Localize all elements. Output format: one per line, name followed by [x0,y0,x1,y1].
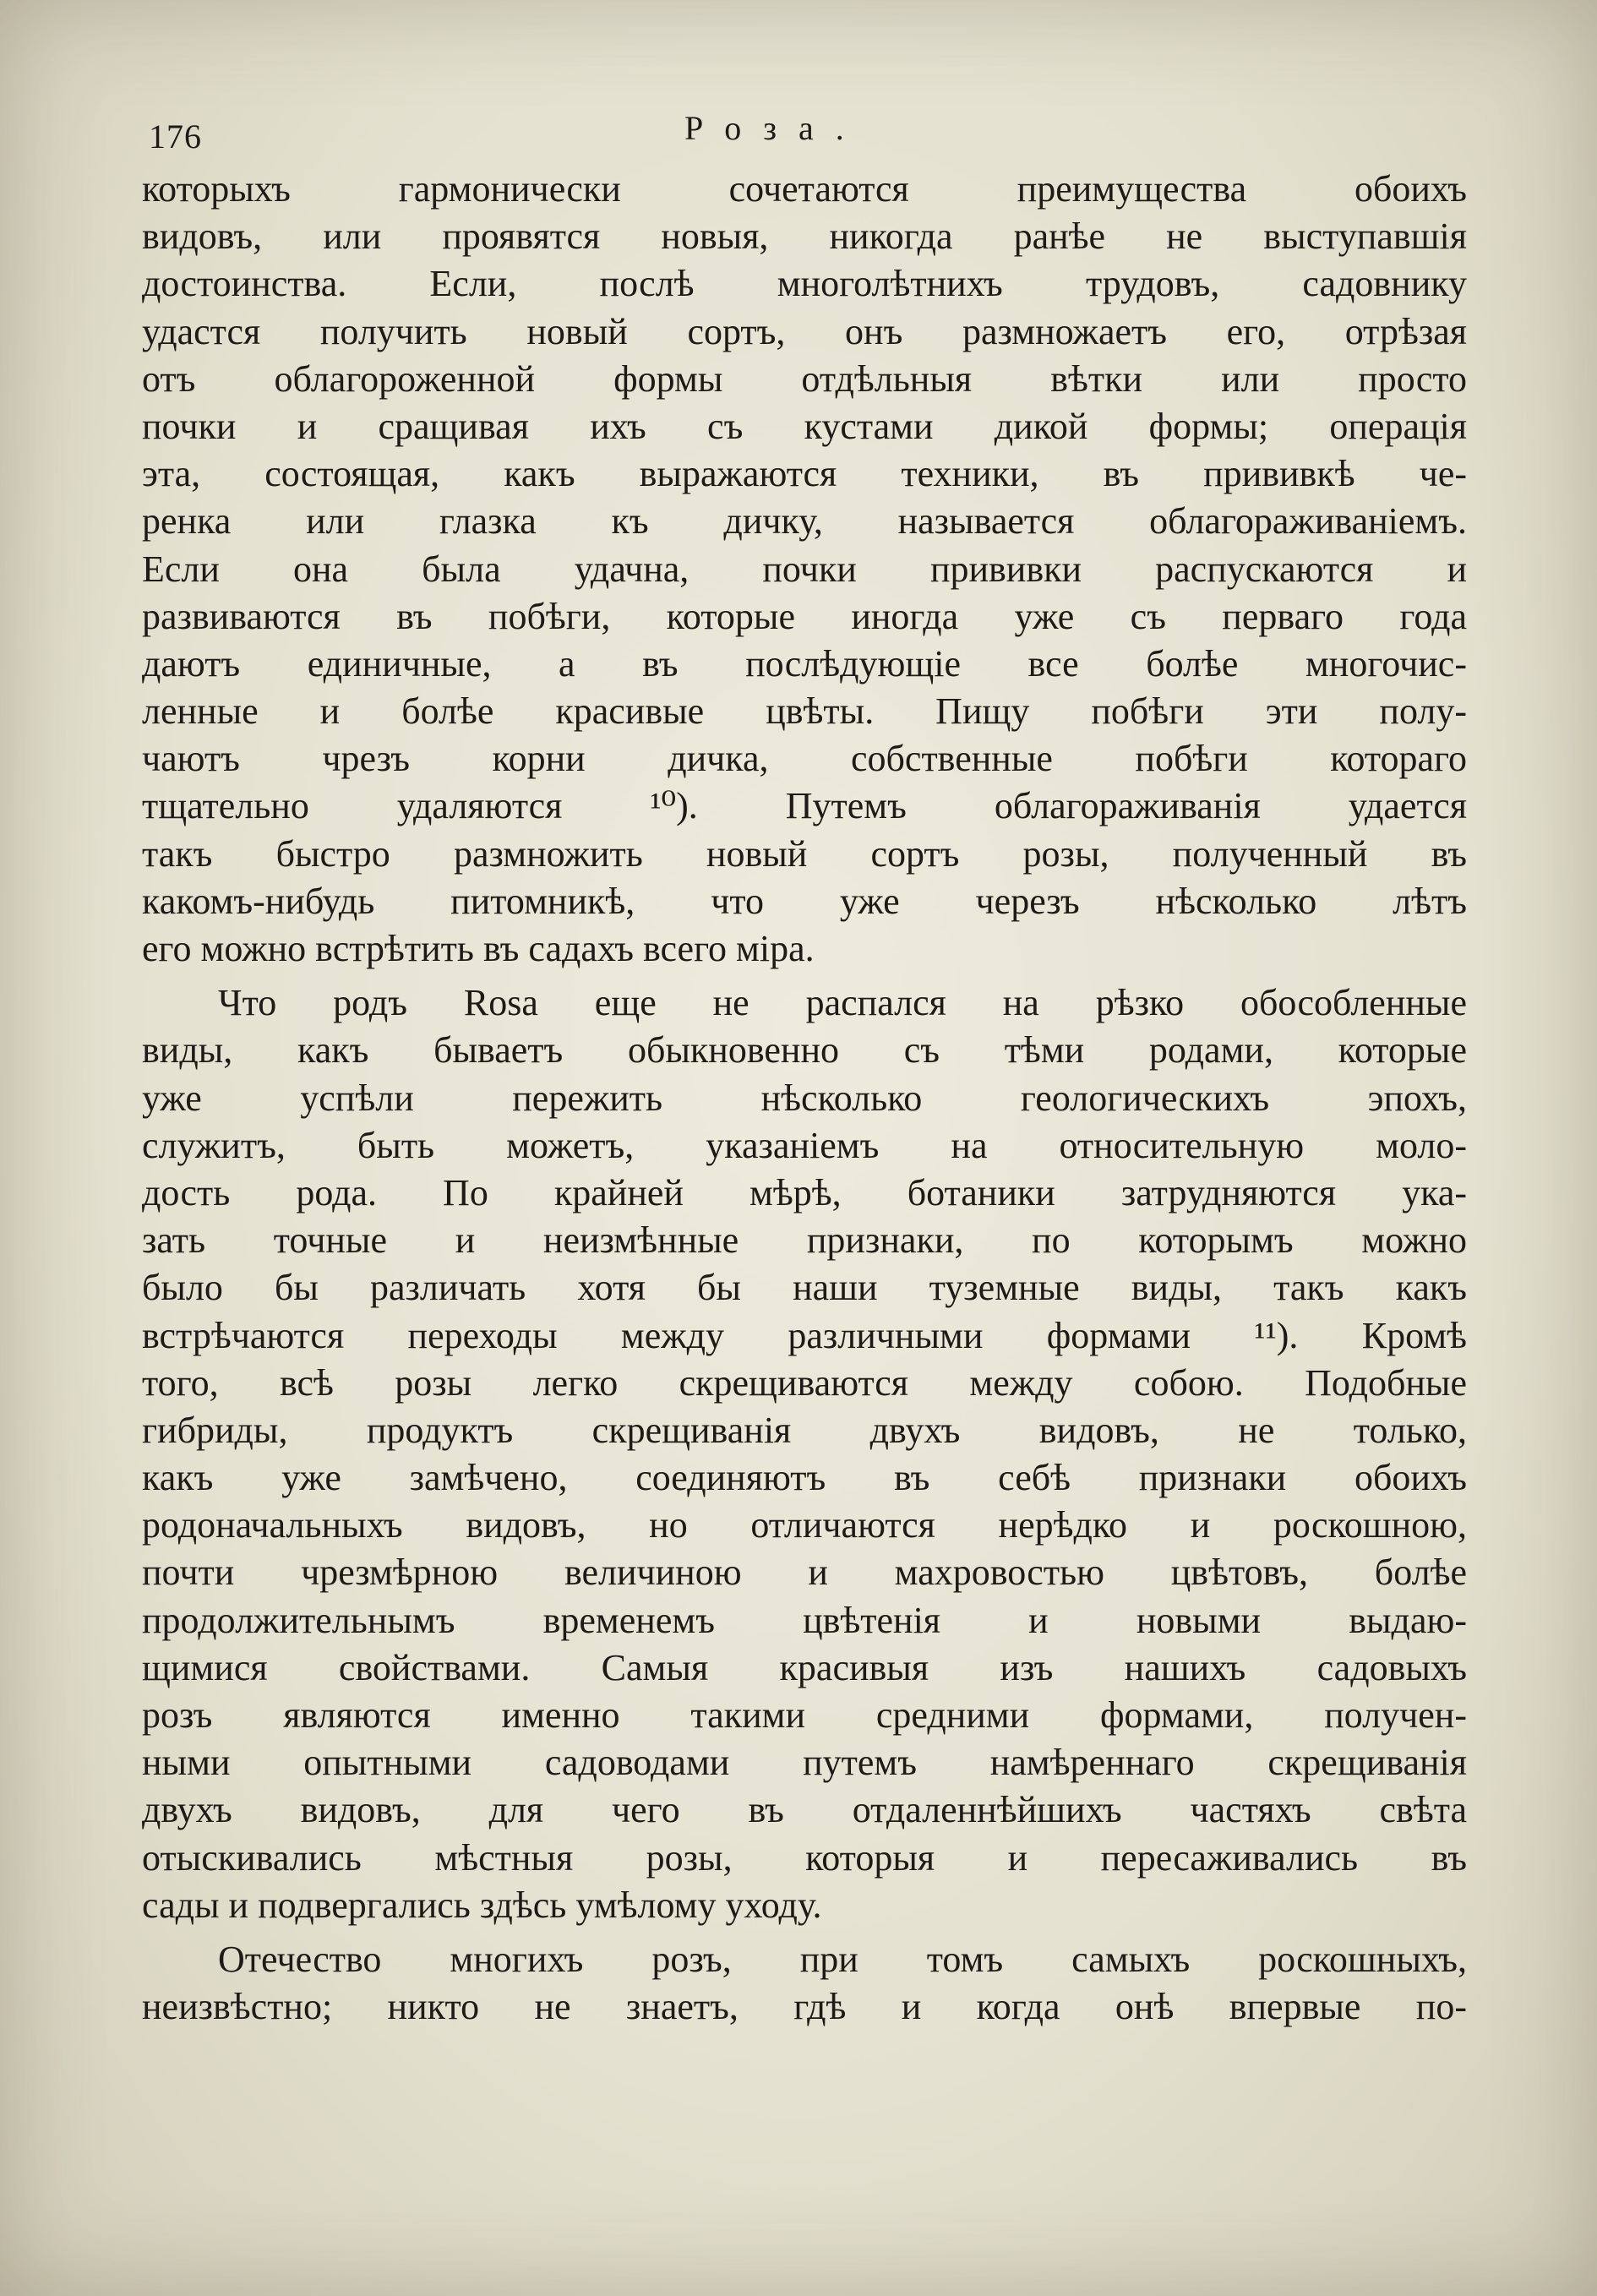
text-line: зать точные и неизмѣнные признаки, по которымъ можно [142,1219,1467,1262]
paragraph-gap [142,973,1467,979]
text-line: ленные и болѣе красивые цвѣты. Пищу побѣги эти полу- [142,690,1467,733]
page-number: 176 [149,117,202,155]
text-line: того, всѣ розы легко скрещиваются между собою. Подобные [142,1361,1467,1404]
text-line: ренка или глазка къ дичку, называется облагораживаніемъ. [142,500,1467,543]
text-line: даютъ единичные, а въ послѣдующіе все болѣе многочис- [142,642,1467,684]
text-line: эта, состоящая, какъ выражаются техники, въ прививкѣ че- [142,453,1467,495]
text-line: щимися свойствами. Самыя красивыя изъ нашихъ садовыхъ [142,1646,1467,1688]
paragraph-gap [142,1929,1467,1936]
text-line: развиваются въ побѣги, которые иногда уже съ перваго года [142,595,1467,637]
text-line: удастся получить новый сортъ, онъ размножаетъ его, отрѣзая [142,310,1467,352]
text-line: уже успѣли пережить нѣсколько геологическихъ эпохъ, [142,1077,1467,1119]
text-line: тщательно удаляются ¹⁰). Путемъ облагораживанія удается [142,785,1467,827]
body-text [142,166,1467,2031]
text-line: почки и сращивая ихъ съ кустами дикой формы; операція [142,405,1467,447]
text-line: такъ быстро размножить новый сортъ розы, полученный въ [142,832,1467,875]
text-line: достоинства. Если, послѣ многолѣтнихъ трудовъ, садовнику [142,263,1467,305]
text-line: гибриды, продуктъ скрещиванія двухъ видовъ, не только, [142,1409,1467,1451]
text-line: какомъ-нибудь питомникѣ, что уже черезъ нѣсколько лѣтъ [142,880,1467,922]
text-line: двухъ видовъ, для чего въ отдаленнѣйшихъ частяхъ свѣта [142,1789,1467,1831]
text-line: Если она была удачна, почки прививки распускаются и [142,548,1467,590]
text-line: сады и подвергались здѣсь умѣлому уходу. [142,1884,822,1926]
text-line: почти чрезмѣрною величиною и махровостью цвѣтовъ, болѣе [142,1552,1467,1594]
text-line: какъ уже замѣчено, соединяютъ въ себѣ признаки обоихъ [142,1457,1467,1499]
text-line: встрѣчаются переходы между различными формами ¹¹). Кромѣ [142,1314,1467,1356]
text-line: дость рода. По крайней мѣрѣ, ботаники затрудняются ука- [142,1171,1467,1213]
text-line: чаютъ чрезъ корни дичка, собственные побѣги котораго [142,738,1467,780]
text-line: виды, какъ бываетъ обыкновенно съ тѣми родами, которые [142,1029,1467,1072]
text-line: служитъ, быть можетъ, указаніемъ на относительную моло- [142,1124,1467,1166]
text-line: неизвѣстно; никто не знаетъ, гдѣ и когда онѣ впервые по- [142,1986,1467,2028]
text-line: отъ облагороженной формы отдѣльныя вѣтки или просто [142,357,1467,400]
running-title: Роза. [684,109,866,147]
text-line: Что родъ Rosa еще не распался на рѣзко обособленные [218,982,1467,1024]
text-line: Отечество многихъ розъ, при томъ самыхъ роскошныхъ, [218,1938,1467,1980]
text-line: его можно встрѣтить въ садахъ всего міра. [142,928,815,969]
text-line: которыхъ гармонически сочетаются преимущества обоихъ [142,168,1467,210]
paragraph-3 [142,1936,1467,2031]
text-line: продолжительнымъ временемъ цвѣтенія и новыми выдаю- [142,1599,1467,1641]
text-line: розъ являются именно такими средними формами, получен- [142,1694,1467,1736]
text-line: было бы различать хотя бы наши туземные виды, такъ какъ [142,1267,1467,1309]
text-line: родоначальныхъ видовъ, но отличаются нерѣдко и роскошною, [142,1504,1467,1546]
running-head [144,108,1462,159]
text-line: ными опытными садоводами путемъ намѣреннаго скрещиванія [142,1742,1467,1784]
text-line: видовъ, или проявятся новыя, никогда ранѣе не выступавшія [142,215,1467,258]
paragraph-2 [142,979,1467,1929]
paragraph-1 [142,166,1467,973]
text-line: отыскивались мѣстныя розы, которыя и пересаживались въ [142,1836,1467,1879]
